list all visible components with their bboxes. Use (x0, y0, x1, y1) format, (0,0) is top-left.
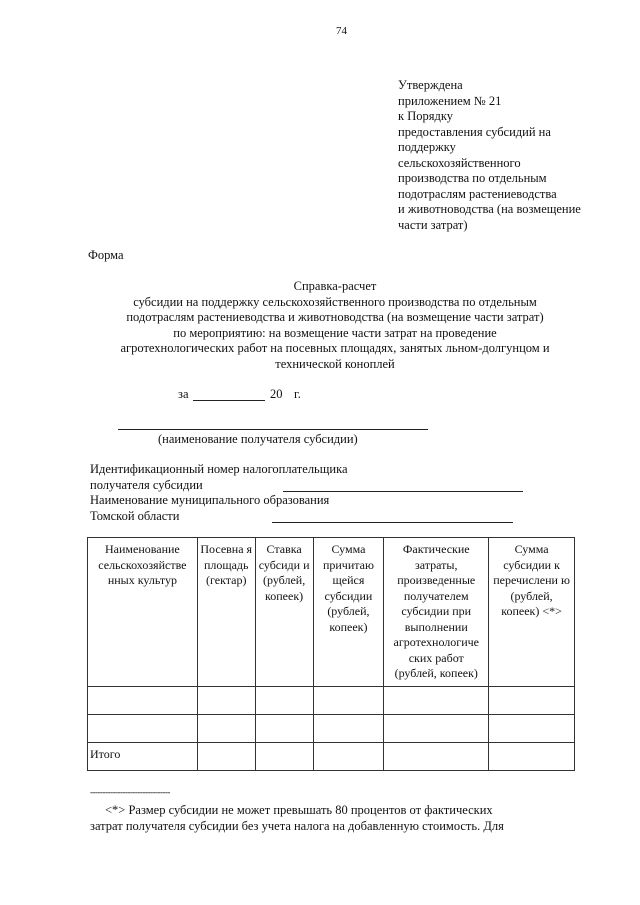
table-cell[interactable] (197, 714, 255, 742)
header-cell: Сумма субсидии к перечислени ю (рублей, копеек) <*> (489, 538, 575, 687)
table-cell[interactable] (489, 686, 575, 714)
table-cell[interactable] (489, 714, 575, 742)
header-cell: Ставка субсиди и (рублей, копеек) (255, 538, 313, 687)
field-label: получателя субсидии (90, 477, 203, 492)
approval-line: предоставления субсидий на (398, 124, 551, 139)
page-number: 74 (336, 25, 347, 37)
header-cell: Наименование сельскохозяйстве нных культур (88, 538, 198, 687)
table-cell[interactable] (88, 686, 198, 714)
approval-line: поддержку (398, 140, 456, 154)
approval-line: к Порядку (398, 109, 453, 123)
table-cell[interactable] (197, 742, 255, 770)
title-line: агротехнологических работ на посевных площадях, занятых льном-долгунцом и (120, 341, 550, 355)
period-blank[interactable] (193, 400, 265, 401)
period-prefix: за (178, 387, 189, 401)
approval-line: приложением № 21 (398, 93, 502, 108)
municipality-blank[interactable] (272, 522, 513, 523)
recipient-blank[interactable] (118, 429, 428, 430)
period-year: 20 (270, 387, 283, 401)
title-line: Справка-расчет (293, 279, 377, 293)
form-label: Форма (88, 248, 124, 262)
table-cell[interactable] (197, 686, 255, 714)
header-cell: Сумма причитаю щейся субсидии (рублей, копеек) (313, 538, 384, 687)
period-suffix: г. (294, 387, 301, 401)
recipient-caption: (наименование получателя субсидии) (158, 432, 358, 446)
table-cell[interactable] (88, 714, 198, 742)
footnote-rule: -------------------------------- (90, 787, 170, 797)
header-cell: Фактические затраты, произведенные получателем субсидии при выполнении агротехнологиче ских работ (рублей, копеек) (384, 538, 489, 687)
title-line: по мероприятию: на возмещение части затрат на проведение (173, 325, 497, 340)
total-label: Итого (88, 742, 198, 770)
footnote-line: <*> Размер субсидии не может превышать 80 процентов от фактических (105, 803, 493, 817)
footnote-line: затрат получателя субсидии без учета налога на добавленную стоимость. Для (90, 818, 504, 833)
approval-line: сельскохозяйственного (398, 155, 521, 170)
table-row (88, 686, 575, 714)
title-line: субсидии на поддержку сельскохозяйственного производства по отдельным (133, 294, 537, 309)
table-cell[interactable] (313, 686, 384, 714)
approval-line: производства по отдельным (398, 171, 547, 185)
table-cell[interactable] (313, 714, 384, 742)
approval-line: и животноводства (на возмещение (398, 202, 581, 216)
field-label: Томской области (90, 508, 180, 523)
table-header-row (88, 538, 575, 687)
approval-line: подотраслям растениеводства (398, 186, 557, 201)
title-line: технической коноплей (275, 356, 395, 371)
table-cell[interactable] (255, 742, 313, 770)
table-total-row (88, 742, 575, 770)
header-cell: Посевна я площадь (гектар) (197, 538, 255, 687)
table-cell[interactable] (489, 742, 575, 770)
field-label: Наименование муниципального образования (90, 493, 330, 507)
inn-blank[interactable] (283, 491, 523, 492)
approval-line: части затрат) (398, 217, 468, 232)
calculation-table (87, 537, 575, 771)
title-line: подотраслям растениеводства и животноводства (на возмещение части затрат) (126, 310, 544, 324)
table-cell[interactable] (384, 742, 489, 770)
table-cell[interactable] (384, 686, 489, 714)
approval-line: Утверждена (398, 78, 463, 92)
table-row (88, 714, 575, 742)
table-cell[interactable] (255, 714, 313, 742)
table-cell[interactable] (313, 742, 384, 770)
table-cell[interactable] (255, 686, 313, 714)
field-label: Идентификационный номер налогоплательщика (90, 462, 348, 476)
table-cell[interactable] (384, 714, 489, 742)
